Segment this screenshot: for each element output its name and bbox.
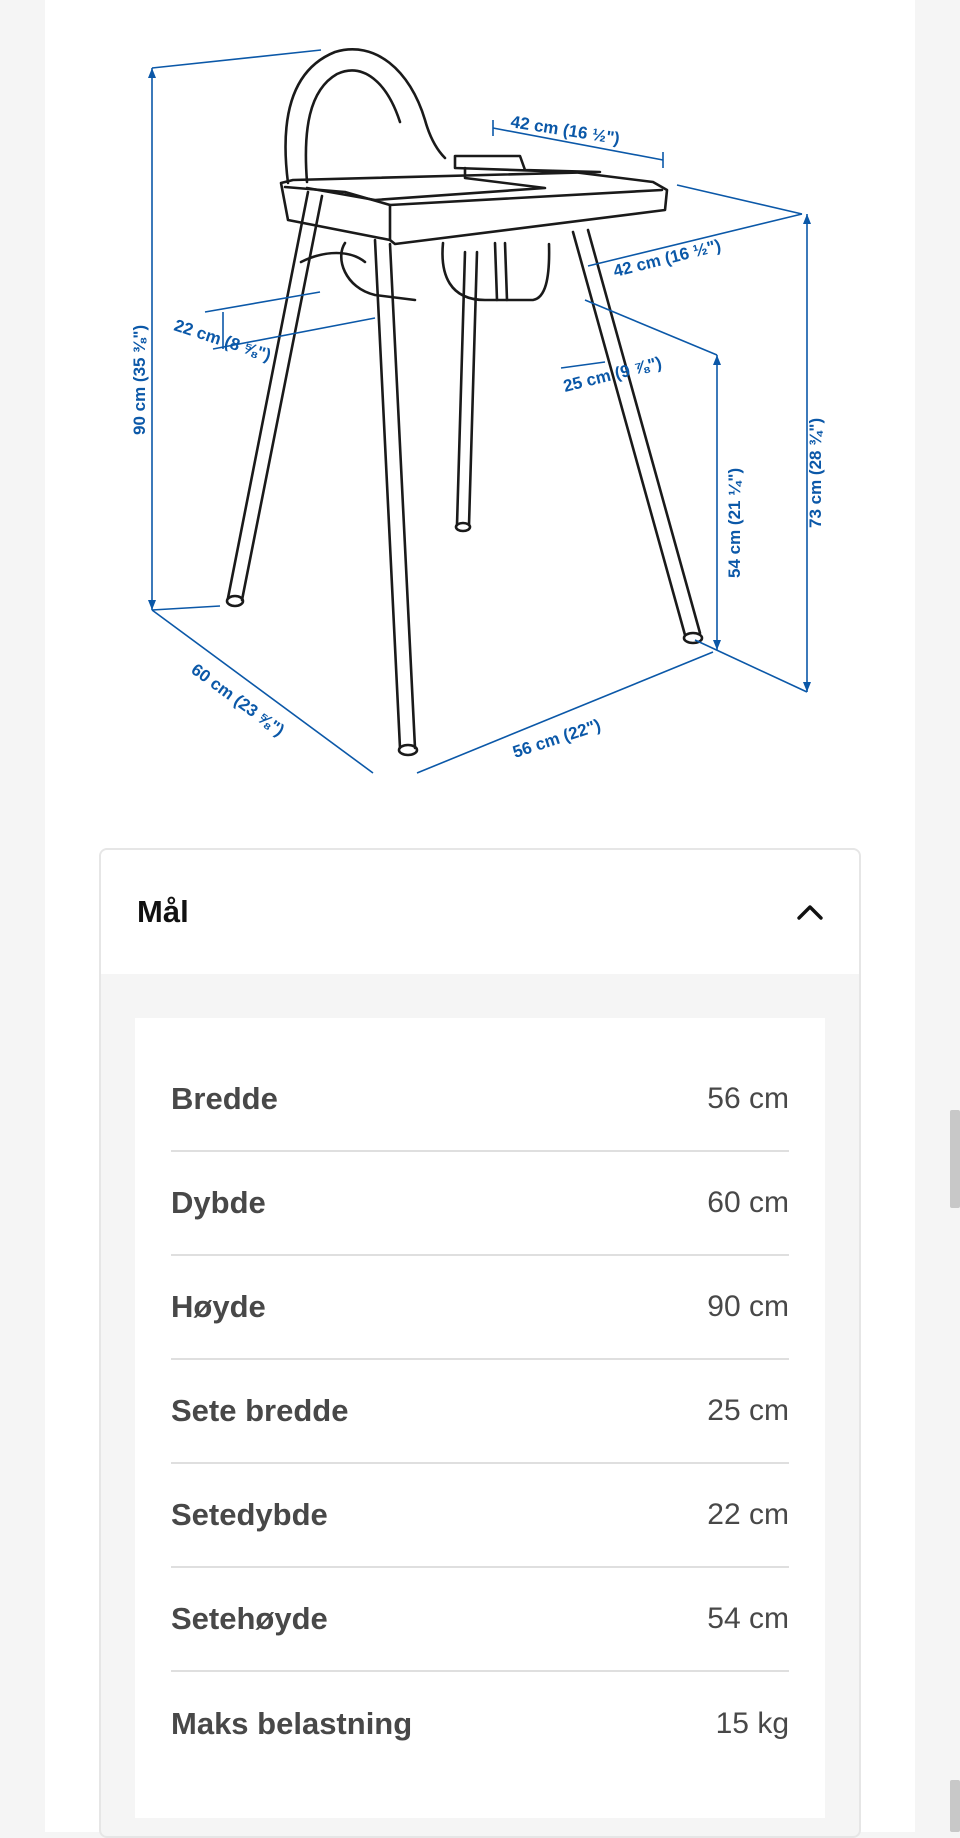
dimension-row — [171, 1568, 789, 1672]
high-chair-drawing — [45, 0, 915, 820]
dimension-row — [171, 1464, 789, 1568]
scrollbar-thumb[interactable] — [950, 1110, 960, 1208]
dimension-illustration — [45, 0, 915, 820]
product-page — [45, 0, 915, 1832]
scrollbar-thumb-secondary[interactable] — [950, 1780, 960, 1832]
dimension-value: 54 cm — [707, 1602, 789, 1635]
dimension-value: 25 cm — [707, 1394, 789, 1427]
dimension-value: 60 cm — [707, 1186, 789, 1219]
dimension-label: Bredde — [171, 1081, 278, 1116]
dim-label-tray-width: 42 cm (16 ½") — [509, 112, 622, 149]
dimension-label: Dybde — [171, 1185, 266, 1220]
dimension-row — [171, 1672, 789, 1776]
dimension-label: Setedybde — [171, 1497, 328, 1532]
dim-label-tray-depth: 42 cm (16 ½") — [611, 235, 723, 281]
dim-label-depth: 60 cm (23 ⅝") — [187, 659, 288, 740]
accordion-header[interactable] — [101, 850, 859, 974]
dimension-label: Høyde — [171, 1289, 266, 1324]
dimension-label: Setehøyde — [171, 1601, 328, 1636]
dimension-row — [171, 1048, 789, 1152]
dimension-label: Maks belastning — [171, 1706, 413, 1741]
accordion-title: Mål — [137, 894, 189, 929]
dim-label-seat-height: 54 cm (21 ¼") — [725, 467, 744, 578]
dimension-row — [171, 1360, 789, 1464]
dimension-value: 22 cm — [707, 1498, 789, 1531]
dim-label-width: 56 cm (22") — [510, 715, 603, 762]
dimension-value: 90 cm — [707, 1290, 789, 1323]
dim-label-tray-height: 73 cm (28 ¾") — [806, 417, 825, 528]
dimension-value: 56 cm — [707, 1082, 789, 1115]
chevron-up-icon[interactable] — [795, 902, 825, 922]
dimension-value: 15 kg — [715, 1707, 789, 1740]
dim-label-seat-depth: 22 cm (8 ⅝") — [171, 315, 274, 365]
dim-label-seat-width: 25 cm (9 ⅞") — [561, 353, 664, 396]
dimensions-list — [135, 1018, 825, 1818]
dimension-row — [171, 1152, 789, 1256]
dimension-row — [171, 1256, 789, 1360]
dimensions-accordion — [99, 848, 861, 1838]
dim-label-height: 90 cm (35 ⅜") — [130, 324, 149, 435]
dimension-label: Sete bredde — [171, 1393, 349, 1428]
